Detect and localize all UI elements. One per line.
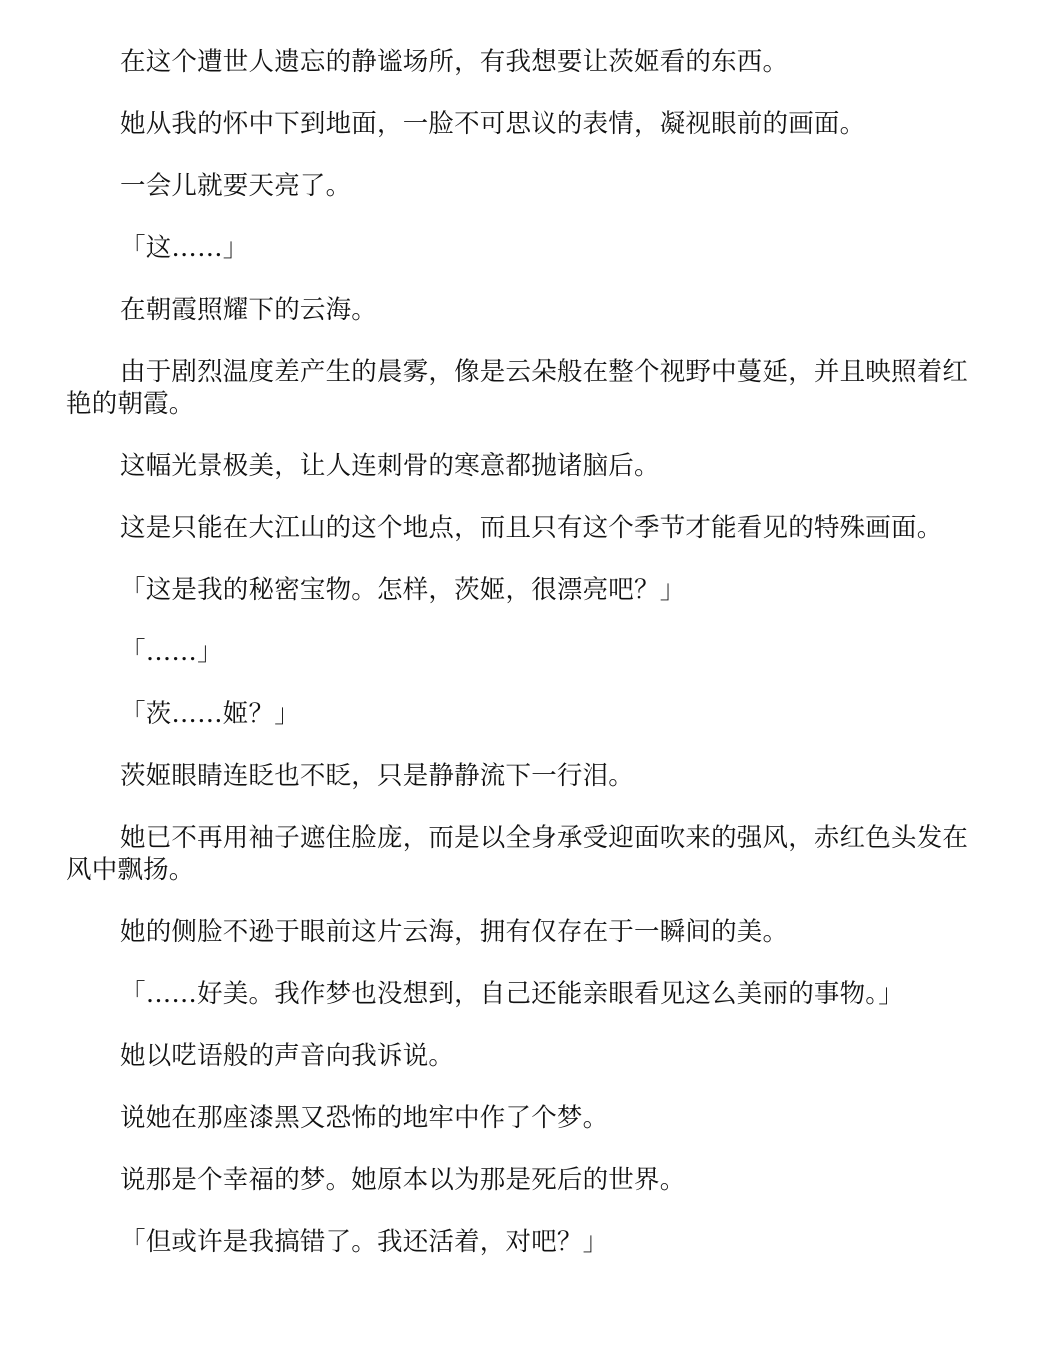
paragraph: 说她在那座漆黑又恐怖的地牢中作了个梦。 [120, 1103, 609, 1133]
paragraph: 她已不再用袖子遮住脸庞，而是以全身承受迎面吹来的强风，赤红色头发在风中飘扬。 [66, 823, 969, 885]
document-page [66, 46, 980, 1288]
dialogue-line: 「这……」 [120, 233, 249, 263]
dialogue-line: 「但或许是我搞错了。我还活着，对吧？」 [120, 1227, 609, 1257]
paragraph: 一会儿就要天亮了。 [120, 171, 352, 201]
paragraph: 在朝霞照耀下的云海。 [120, 295, 378, 325]
paragraph: 在这个遭世人遗忘的静谧场所，有我想要让茨姬看的东西。 [120, 47, 789, 77]
dialogue-line: 「……好美。我作梦也没想到，自己还能亲眼看见这么美丽的事物。」 [120, 979, 904, 1009]
dialogue-line: 「这是我的秘密宝物。怎样，茨姬，很漂亮吧？」 [120, 575, 686, 605]
paragraph: 她从我的怀中下到地面，一脸不可思议的表情，凝视眼前的画面。 [120, 109, 866, 139]
dialogue-line: 「茨……姬？」 [120, 699, 300, 729]
dialogue-line: 「……」 [120, 637, 223, 667]
paragraph: 这幅光景极美，让人连刺骨的寒意都抛诸脑后。 [120, 451, 660, 481]
paragraph: 茨姬眼睛连眨也不眨，只是静静流下一行泪。 [120, 761, 635, 791]
paragraph: 由于剧烈温度差产生的晨雾，像是云朵般在整个视野中蔓延，并且映照着红艳的朝霞。 [66, 357, 969, 419]
paragraph: 她以呓语般的声音向我诉说。 [120, 1041, 455, 1071]
paragraph: 说那是个幸福的梦。她原本以为那是死后的世界。 [120, 1165, 686, 1195]
paragraph: 她的侧脸不逊于眼前这片云海，拥有仅存在于一瞬间的美。 [120, 917, 789, 947]
paragraph: 这是只能在大江山的这个地点，而且只有这个季节才能看见的特殊画面。 [120, 513, 943, 543]
